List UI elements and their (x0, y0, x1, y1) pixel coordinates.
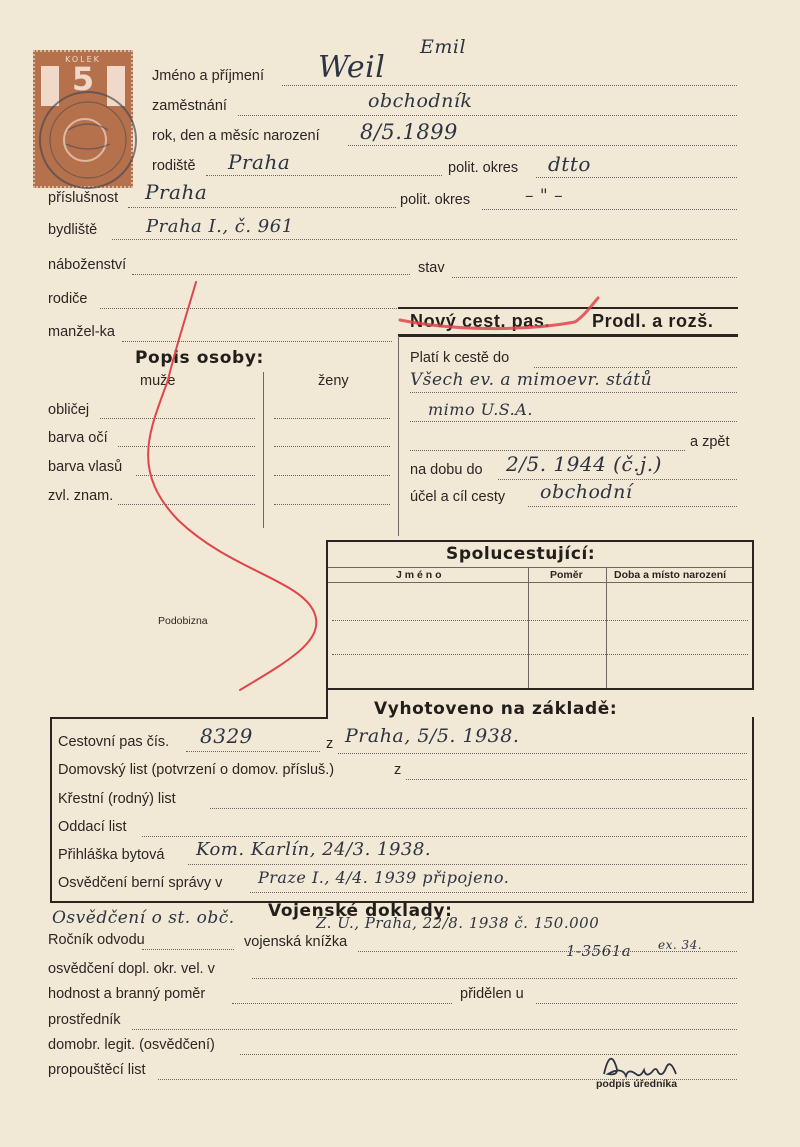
description-title: Popis osoby: (135, 348, 264, 368)
companions-col-birth: Doba a místo narození (614, 569, 727, 581)
valid-line-3 (410, 421, 737, 422)
polit-okres-line (536, 177, 737, 178)
name-label: Jméno a příjmení (152, 68, 265, 84)
domicile-label: Domovský list (potvrzení o domov. přísluš.) (58, 762, 335, 778)
stamp-text: KOLEK (65, 55, 101, 64)
residence-value: Praha I., č. 961 (146, 216, 294, 237)
female-label: ženy (318, 373, 349, 389)
legit-label: domobr. legit. (osvědčení) (48, 1037, 215, 1053)
name-value: Weil (318, 50, 386, 85)
passport-bottom-rule (398, 334, 738, 337)
stamp-value: 5 (71, 60, 95, 98)
polit-okres-value: dtto (548, 152, 591, 176)
companions-divider-2 (606, 567, 607, 688)
assigned-line (536, 1003, 737, 1004)
birth-label: rok, den a měsíc narození (152, 128, 320, 144)
residence-line (112, 239, 737, 240)
first-name-value: Emil (420, 36, 467, 58)
valid-line-2 (410, 392, 737, 393)
year-label: Ročník odvodu (48, 932, 145, 948)
description-divider (263, 372, 264, 528)
military-note-3: 1-3561a (566, 942, 632, 960)
passport-number-line (186, 751, 320, 752)
occupation-line (238, 115, 737, 116)
renew-label: Prodl. a rozš. (592, 311, 714, 331)
period-line (498, 479, 737, 480)
spouse-label: manžel-ka (48, 324, 115, 340)
tax-value: Praze I., 4/4. 1939 připojeno. (258, 868, 510, 887)
birth-line (348, 145, 737, 146)
new-passport-label: Nový cest. pas. (410, 311, 551, 331)
signature-label: podpis úředníka (596, 1078, 678, 1090)
return-label: a zpět (690, 434, 730, 450)
birth-value: 8/5.1899 (360, 120, 458, 144)
intermediary-line (132, 1029, 737, 1030)
marriage-line (142, 836, 747, 837)
valid-label: Platí k cestě do (410, 350, 510, 366)
eyes-line-m (118, 446, 255, 447)
companions-row-2 (332, 654, 748, 655)
companions-row-1 (332, 620, 748, 621)
face-label: obličej (48, 402, 90, 418)
cert-label: osvědčení dopl. okr. vel. v (48, 961, 215, 977)
polit-okres2-value: – " – (525, 186, 564, 206)
religion-line (132, 274, 410, 275)
valid-line (534, 367, 737, 368)
registration-value: Kom. Karlín, 24/3. 1938. (196, 839, 432, 860)
passport-left-border (398, 336, 399, 536)
military-note-2: Z. Ú., Praha, 22/8. 1938 č. 150.000 (316, 914, 600, 932)
passport-from-label: z (326, 736, 334, 752)
polit-okres-label: polit. okres (448, 160, 519, 176)
religion-label: náboženství (48, 257, 127, 273)
companions-col-rule (328, 582, 752, 583)
passport-number-value: 8329 (200, 724, 253, 748)
photo-label: Podobizna (158, 615, 208, 627)
residence-label: bydliště (48, 222, 98, 238)
registration-line (188, 864, 747, 865)
parents-label: rodiče (48, 291, 88, 307)
rank-label: hodnost a branný poměr (48, 986, 206, 1002)
status-line (452, 277, 737, 278)
face-line-f (274, 418, 390, 419)
birthplace-label: rodiště (152, 158, 196, 174)
tax-line (250, 892, 747, 893)
companions-divider-1 (528, 567, 529, 688)
eyes-line-f (274, 446, 390, 447)
military-title: Vojenské doklady: (268, 901, 453, 921)
valid-value-2: mimo U.S.A. (428, 400, 533, 419)
rank-line (232, 1003, 452, 1004)
companions-title: Spolucestující: (446, 544, 596, 564)
companions-col-relation: Poměr (550, 569, 583, 581)
baptism-line (210, 808, 747, 809)
companions-table (326, 540, 754, 690)
hair-line-m (136, 475, 255, 476)
military-note: Osvědčení o st. obč. (52, 908, 235, 928)
passport-from-value: Praha, 5/5. 1938. (345, 725, 520, 747)
polit-okres2-label: polit. okres (400, 192, 471, 208)
citizenship-line (128, 207, 396, 208)
polit-okres2-line (482, 209, 737, 210)
domicile-from-label: z (394, 762, 402, 778)
birthplace-value: Praha (228, 150, 291, 174)
marriage-label: Oddací list (58, 819, 127, 835)
military-note-4: ex. 34. (658, 938, 703, 952)
companions-col-name: J m é n o (396, 569, 442, 581)
hair-line-f (274, 475, 390, 476)
passport-from-line (338, 753, 747, 754)
marks-line-f (274, 504, 390, 505)
spouse-line (122, 341, 392, 342)
year-line (142, 949, 234, 950)
tax-label: Osvědčení berní správy v (58, 875, 223, 891)
eyes-label: barva očí (48, 430, 108, 446)
book-label: vojenská knížka (244, 934, 348, 950)
baptism-label: Křestní (rodný) list (58, 791, 176, 807)
assigned-label: přidělen u (460, 986, 524, 1002)
birthplace-line (206, 175, 442, 176)
cert-line (252, 978, 737, 979)
return-line (410, 450, 685, 451)
purpose-value: obchodní (540, 481, 633, 503)
book-line (358, 951, 737, 952)
citizenship-value: Praha (145, 180, 208, 204)
purpose-line (528, 506, 737, 507)
intermediary-label: prostředník (48, 1012, 121, 1028)
companions-header-rule (328, 567, 752, 568)
passport-number-label: Cestovní pas čís. (58, 734, 170, 750)
marks-label: zvl. znam. (48, 488, 114, 504)
valid-value-1: Všech ev. a mimoevr. států (410, 370, 653, 390)
discharge-label: propouštěcí list (48, 1062, 146, 1078)
domicile-line (406, 779, 747, 780)
name-line (282, 85, 737, 86)
status-label: stav (418, 260, 445, 276)
occupation-value: obchodník (368, 90, 473, 112)
basis-frame-left (326, 690, 328, 718)
registration-label: Přihláška bytová (58, 847, 165, 863)
period-label: na dobu do (410, 462, 483, 478)
passport-top-rule (398, 307, 738, 309)
face-line-m (100, 418, 255, 419)
period-value: 2/5. 1944 (č.j.) (506, 452, 662, 476)
purpose-label: účel a cíl cesty (410, 489, 506, 505)
basis-title: Vyhotoveno na základě: (374, 699, 618, 719)
citizenship-label: příslušnost (48, 190, 119, 206)
hair-label: barva vlasů (48, 459, 123, 475)
postmark-icon (20, 82, 160, 202)
marks-line-m (118, 504, 255, 505)
male-label: muže (140, 373, 176, 389)
occupation-label: zaměstnání (152, 98, 227, 114)
